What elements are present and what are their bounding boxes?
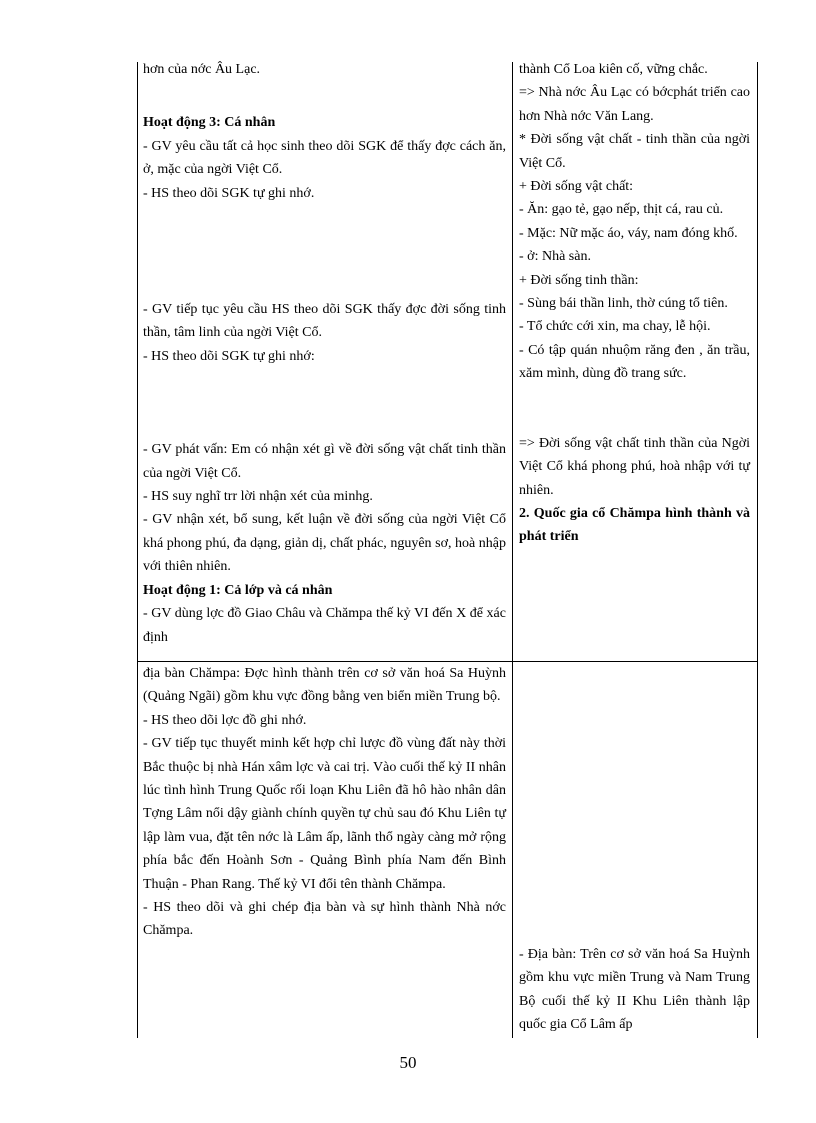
paragraph: - GV tiếp tục thuyết minh kết hợp chỉ lược đồ vùng đất này thời Bắc thuộc bị nhà Hán xâm lợc và cai trị. Vào cuối thế kỷ II nhân lúc tình hình Trung Quốc rối loạn Khu Liên đã hô hào nhân dân Tợng Lâm nổi dậy giành chính quyền tự chủ sau đó Khu Liên tự lập làm vua, đặt tên nớc là Lâm ấp, lãnh thổ ngày càng mở rộng phía bắc đến Hoành Sơn - Quảng Bình phía Nam đến Bình Thuận - Phan Rang. Thế kỷ VI đổi tên thành Chămpa.: [143, 736, 506, 892]
table-border-right: [757, 62, 758, 1038]
paragraph: => Đời sống vật chất tinh thần của Ngời Việt Cổ khá phong phú, hoà nhập với tự nhiên.: [519, 435, 750, 498]
paragraph: - GV phát vấn: Em có nhận xét gì về đời sống vật chất tinh thần của ngời Việt Cổ.: [143, 442, 506, 481]
paragraph: - HS theo dõi và ghi chép địa bàn và sự hình thành Nhà nớc Chămpa.: [143, 900, 506, 939]
paragraph: - GV dùng lợc đồ Giao Châu và Chămpa thế kỷ VI đến X để xác định: [143, 606, 506, 645]
paragraph: - ở: Nhà sàn.: [519, 249, 591, 265]
text-line: thành Cổ Loa kiên cố, vững chắc.: [519, 62, 708, 77]
page-number: 50: [399, 1053, 417, 1072]
paragraph: - Sùng bái thần linh, thờ cúng tổ tiên.: [519, 296, 728, 312]
activity-heading: Hoạt động 1: Cả lớp và cá nhân: [143, 582, 333, 598]
paragraph: - Địa bàn: Trên cơ sở văn hoá Sa Huỳnh gồm khu vực miền Trung và Nam Trung Bộ cuối thế kỷ II Khu Liên thành lập quốc gia Cổ Lâm ấp: [519, 947, 750, 1033]
section-heading: 2. Quốc gia cổ Chămpa hình thành và phát triển: [519, 505, 750, 545]
paragraph: - Mặc: Nữ mặc áo, váy, nam đóng khố.: [519, 225, 738, 241]
paragraph: - HS theo dõi SGK tự ghi nhớ.: [143, 185, 315, 201]
table-border-middle: [512, 62, 513, 1038]
paragraph: - Có tập quán nhuộm răng đen , ăn trầu, xăm mình, dùng đồ trang sức.: [519, 342, 750, 382]
paragraph: - Ăn: gạo tẻ, gạo nếp, thịt cá, rau củ.: [519, 202, 724, 218]
paragraph: - Tổ chức cới xin, ma chay, lễ hội.: [519, 319, 711, 335]
upper-left-cell: [143, 58, 506, 649]
paragraph: + Đời sống tinh thần:: [519, 272, 639, 288]
paragraph: - HS theo dõi SGK tự ghi nhớ:: [143, 348, 315, 364]
lower-right-cell: [519, 943, 750, 1037]
paragraph: - GV yêu cầu tất cả học sinh theo dõi SGK để thấy đợc cách ăn, ở, mặc của ngời Việt Cổ.: [143, 138, 506, 178]
paragraph: địa bàn Chămpa: Đợc hình thành trên cơ sở văn hoá Sa Huỳnh (Quảng Ngãi) gồm khu vực đồng bằng ven biển miền Trung bộ.: [143, 666, 506, 705]
paragraph: + Đời sống vật chất:: [519, 179, 634, 195]
paragraph: - HS theo dõi lợc đồ ghi nhớ.: [143, 712, 307, 728]
paragraph: => Nhà nớc Âu Lạc có bớcphát triển cao hơn Nhà nớc Văn Lang.: [519, 85, 750, 124]
paragraph: - GV nhận xét, bổ sung, kết luận về đời sống của ngời Việt Cổ khá phong phú, đa dạng, giản dị, chất phác, nguyên sơ, hoà nhập với thiên nhiên.: [143, 512, 506, 575]
text-line: hơn của nớc Âu Lạc.: [143, 62, 261, 77]
paragraph: - GV tiếp tục yêu cầu HS theo dõi SGK thấy đợc đời sống tinh thần, tâm linh của ngời Việt Cổ.: [143, 302, 506, 341]
paragraph: * Đời sống vật chất - tinh thần của ngời Việt Cổ.: [519, 132, 750, 171]
lower-left-cell: [143, 662, 506, 943]
upper-right-cell: [519, 58, 750, 549]
table-border-left: [137, 62, 138, 1038]
paragraph: - HS suy nghĩ trr lời nhận xét của minhg.: [143, 489, 373, 505]
activity-heading: Hoạt động 3: Cá nhân: [143, 115, 276, 131]
